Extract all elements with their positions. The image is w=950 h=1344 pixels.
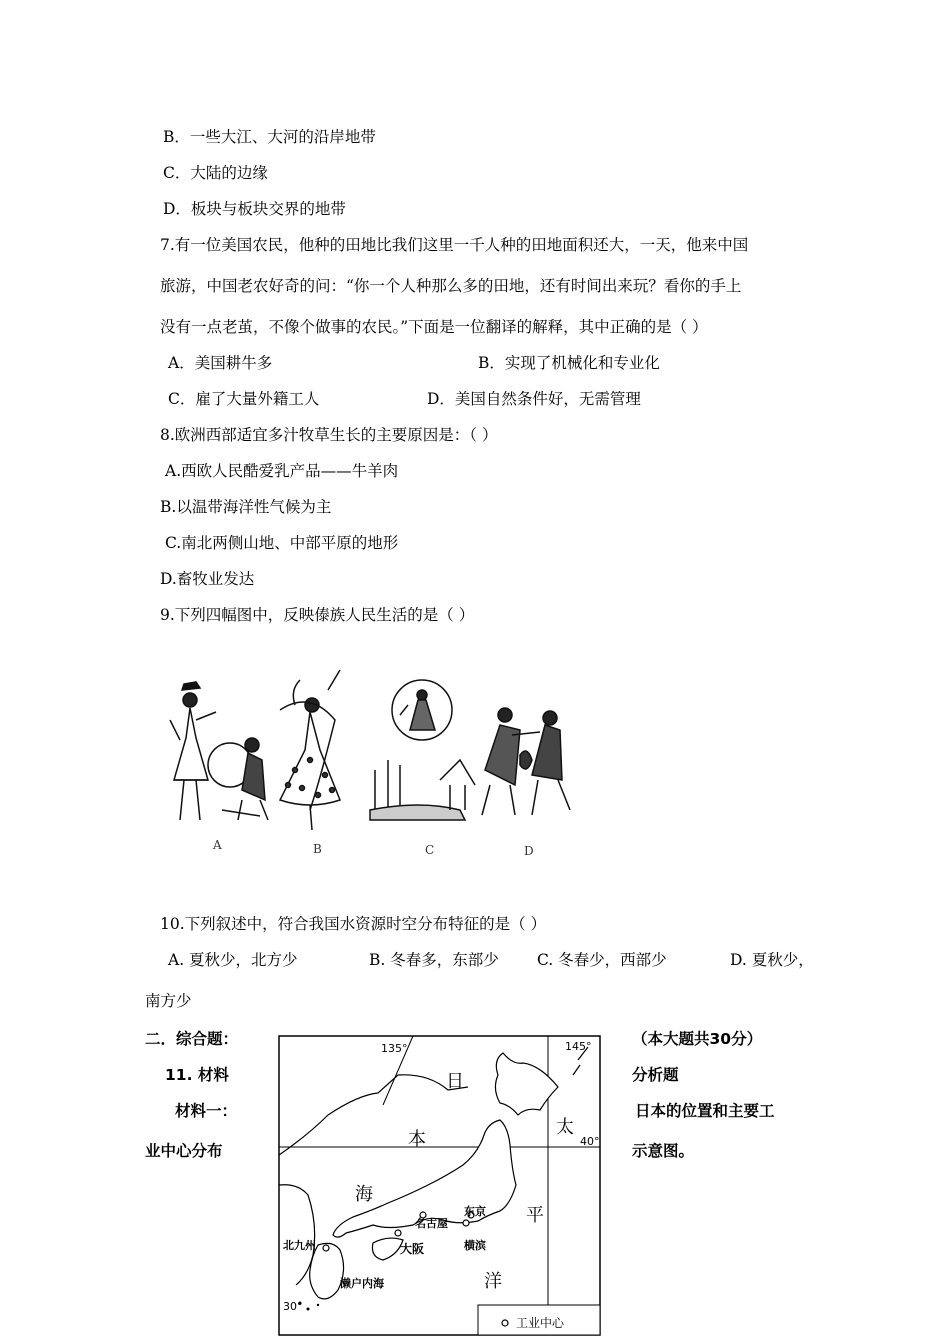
section-2-title: 二．综合题： <box>145 1030 239 1048</box>
map-city-yokohama: 横滨 <box>464 1239 486 1252</box>
q7-stem-line1: 7.有一位美国农民，他种的田地比我们这里一千人种的田地面积还大，一天，他来中国 <box>160 236 749 254</box>
map-sea-char-3: 海 <box>355 1184 373 1205</box>
map-legend-label: 工业中心 <box>516 1316 565 1330</box>
map-ocean-char-1: 太 <box>556 1117 574 1138</box>
q7-option-a: A．美国耕牛多 <box>168 354 273 372</box>
q10-option-c: C. 冬春少，西部少 <box>537 951 667 969</box>
map-ocean-char-2: 平 <box>526 1205 544 1226</box>
figure-c <box>370 680 475 820</box>
figure-d-label: D <box>524 844 534 858</box>
material-1-text: 日本的位置和主要工 <box>635 1102 775 1120</box>
japan-industry-map <box>278 1035 602 1337</box>
map-sea-char-1: 日 <box>446 1071 464 1092</box>
q8-stem: 8.欧洲西部适宜多汁牧草生长的主要原因是：（ ） <box>160 426 498 444</box>
figure-a-label: A <box>213 838 222 852</box>
q11-title-left: 11. 材料 <box>165 1066 229 1084</box>
material-1-label: 材料一： <box>175 1102 238 1120</box>
q7-option-d: D．美国自然条件好，无需管理 <box>427 390 641 408</box>
q7-stem-line3: 没有一点老茧，不像个做事的农民。”下面是一位翻译的解释，其中正确的是（ ） <box>160 318 708 336</box>
map-lat-40: 40° <box>580 1135 600 1148</box>
map-seto-inland-sea: 濑户内海 <box>340 1277 384 1290</box>
figure-d <box>482 708 570 815</box>
map-lat-30: 30° <box>283 1300 303 1313</box>
map-city-tokyo: 东京 <box>464 1205 486 1218</box>
q6-option-c: C．大陆的边缘 <box>163 164 268 182</box>
q9-stem: 9.下列四幅图中，反映傣族人民生活的是（ ） <box>160 606 475 624</box>
q6-option-d: D．板块与板块交界的地带 <box>163 200 346 218</box>
map-lon-145: 145° <box>565 1040 592 1053</box>
q8-option-b: B.以温带海洋性气候为主 <box>160 498 332 516</box>
q8-option-d: D.畜牧业发达 <box>160 570 255 588</box>
q7-option-b: B．实现了机械化和专业化 <box>478 354 660 372</box>
figure-b <box>280 670 340 830</box>
material-1-text-cont-left: 业中心分布 <box>145 1142 223 1160</box>
q10-option-a: A. 夏秋少，北方少 <box>168 951 298 969</box>
q10-stem: 10.下列叙述中，符合我国水资源时空分布特征的是（ ） <box>160 915 547 933</box>
q7-option-c: C．雇了大量外籍工人 <box>168 390 320 408</box>
q10-option-b: B. 冬春多，东部少 <box>369 951 499 969</box>
map-lon-135: 135° <box>381 1042 408 1055</box>
q7-stem-line2: 旅游，中国老农好奇的问：“你一个人种那么多的田地，还有时间出来玩？看你的手上 <box>160 277 742 295</box>
map-ocean-char-3: 洋 <box>484 1271 502 1292</box>
q6-option-b: B．一些大江、大河的沿岸地带 <box>163 128 376 146</box>
q11-title-right: 分析题 <box>632 1066 679 1084</box>
map-city-osaka: 大阪 <box>400 1242 425 1256</box>
figure-b-label: B <box>313 842 322 856</box>
map-city-kitakyushu: 北九州 <box>283 1239 316 1252</box>
section-2-score: （本大题共30分） <box>632 1030 763 1048</box>
q8-option-a: A.西欧人民酷爱乳产品——牛羊肉 <box>165 462 399 480</box>
q10-option-d: D. 夏秋少， <box>730 951 814 969</box>
q8-option-c: C.南北两侧山地、中部平原的地形 <box>165 534 399 552</box>
figure-c-label: C <box>425 843 435 857</box>
figure-a <box>170 682 268 820</box>
map-city-nagoya: 名古屋 <box>415 1217 448 1230</box>
q10-option-d-wrap: 南方少 <box>145 992 192 1010</box>
map-sea-char-2: 本 <box>408 1129 426 1150</box>
material-1-text-cont-right: 示意图。 <box>632 1142 695 1160</box>
q9-ethnic-figures-image <box>160 660 590 840</box>
